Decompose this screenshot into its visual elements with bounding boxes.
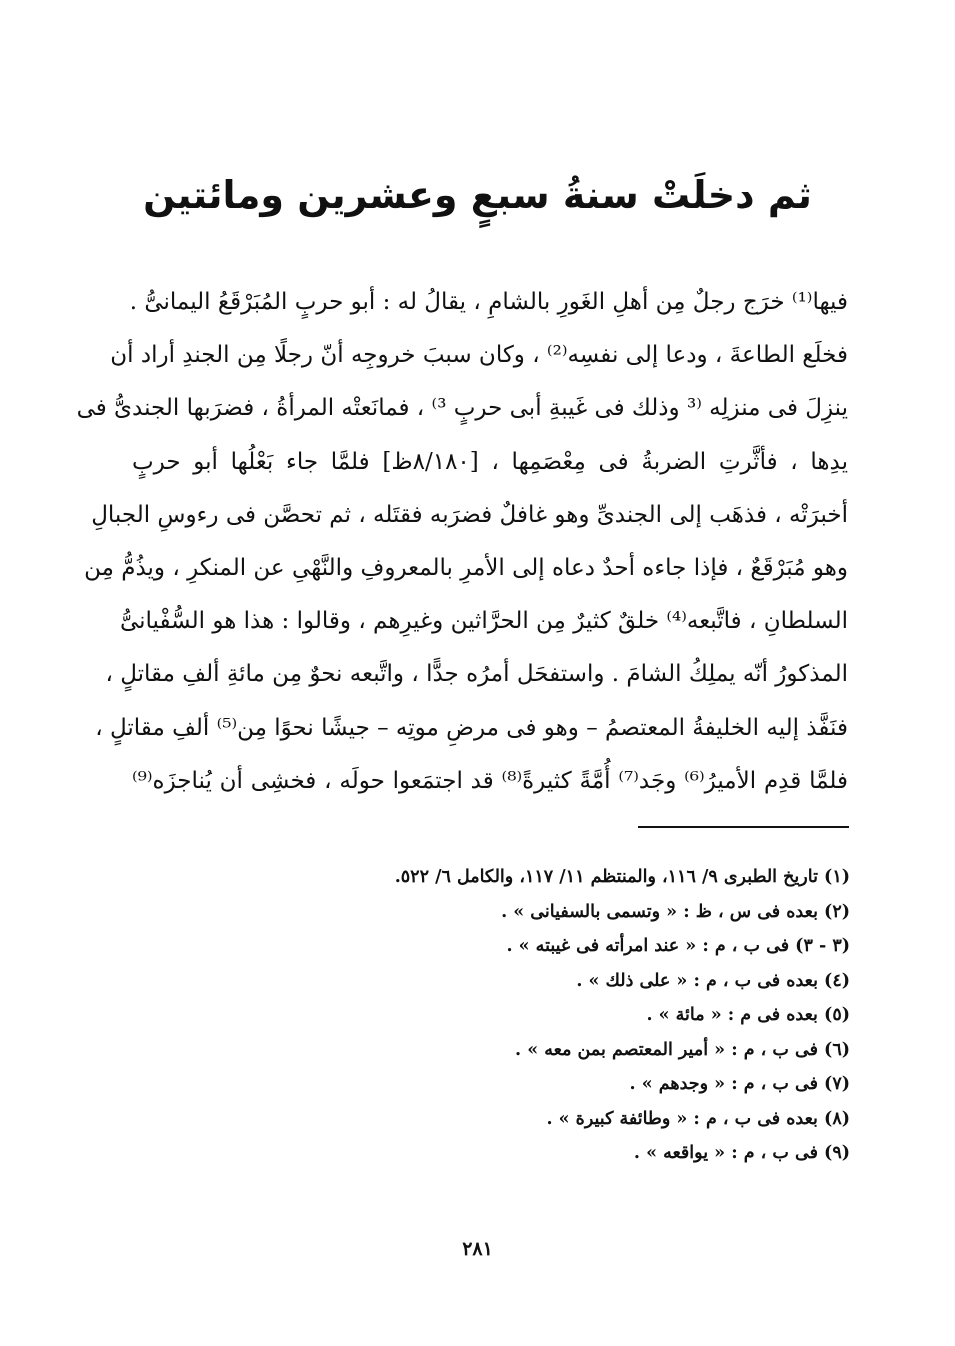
paragraph-line: فخلَع الطاعةَ ، ودعا إلى نفسِه⁽²⁾ ، وكان سببَ خروجِه أنّ رجلًا مِن الجندِ أراد أن — [110, 342, 848, 369]
paragraph-line: فيها⁽¹⁾ خرَج رجلٌ مِن أهلِ الغَورِ بالشامِ ، يقالُ له : أبو حربٍ المُبَرْقَعُ اليمانىُّ . — [129, 289, 848, 315]
paragraph-line: المذكورُ أنّه يملِكُ الشامَ . واستفحَل أمرُه جدًّا ، واتَّبعه نحوٌ مِن مائةِ ألفِ مقاتلٍ ، — [105, 661, 848, 688]
footnote: (٩) فى ب ، م : « يواقعه » . — [633, 1143, 850, 1163]
footnotes — [200, 860, 850, 1171]
footnote: (٧) فى ب ، م : « وجدهم » . — [629, 1074, 850, 1094]
footnote: (٨) بعده فى ب ، م : « وطائفة كبيرة » . — [546, 1108, 850, 1129]
chapter-title: ثم دخلَتْ سنةُ سبعٍ وعشرين ومائتين — [143, 173, 812, 218]
main-paragraph — [76, 276, 848, 808]
paragraph-line: ينزِلَ فى منزلِه ⁽³ وذلك فى غَيبةِ أبى حربٍ ³⁾ ، فمانَعتْه المرأةُ ، فضرَبها الجندىُّ فى — [76, 395, 848, 422]
page-number: ٢٨١ — [462, 1238, 493, 1260]
paragraph-line: يدِها ، فأثَّرتِ الضربةُ فى مِعْصَمِها ، [٨/١٨٠ظ] فلمَّا جاء بَعْلُها أبو حربٍ — [132, 448, 848, 475]
paragraph-line: فنَفَّذ إليه الخليفةُ المعتصمُ – وهو فى مرضِ موتِه – جيشًا نحوًا مِن⁽⁵⁾ ألفِ مقاتلٍ ، — [95, 714, 848, 741]
paragraph-line: فلمَّا قدِم الأميرُ⁽⁶⁾ وجَد⁽⁷⁾ أُمَّةً كثيرةً⁽⁸⁾ قد اجتمَعوا حولَه ، فخشِى أن يُناجزَه⁽⁹⁾ — [132, 767, 848, 794]
footnote: (٥) بعده فى م : « مائة » . — [646, 1005, 850, 1025]
footnote: (٢) بعده فى س ، ظ : « وتسمى بالسفيانى » . — [501, 901, 850, 922]
footnote: (٤) بعده فى ب ، م : « على ذلك » . — [576, 970, 850, 991]
footnote: (٣ - ٣) فى ب ، م : « عند امرأته فى غيبته » . — [506, 936, 850, 956]
paragraph-line: وهو مُبَرْقَعٌ ، فإذا جاءه أحدٌ دعاه إلى الأمرِ بالمعروفِ والنَّهْىِ عن المنكرِ ، ويذُمُّ مِن — [84, 554, 848, 581]
paragraph-line: السلطانِ ، فاتَّبعه⁽⁴⁾ خلقٌ كثيرٌ مِن الحرَّاثين وغيرِهم ، وقالوا : هذا هو السُّفْيانىُّ — [119, 608, 848, 635]
paragraph-line: أخبرَتْه ، فذهَب إلى الجندىِّ وهو غافلٌ فضرَبه فقتَله ، ثم تحصَّن فى رءوسِ الجبالِ — [91, 501, 848, 528]
footnote-separator — [638, 826, 849, 828]
footnote: (١) تاريخ الطبرى ٩/ ١١٦، والمنتظم ١١/ ١١٧، والكامل ٦/ ٥٢٢. — [394, 867, 850, 887]
footnote: (٦) فى ب ، م : « أمير المعتصم بمن معه » . — [515, 1039, 850, 1060]
